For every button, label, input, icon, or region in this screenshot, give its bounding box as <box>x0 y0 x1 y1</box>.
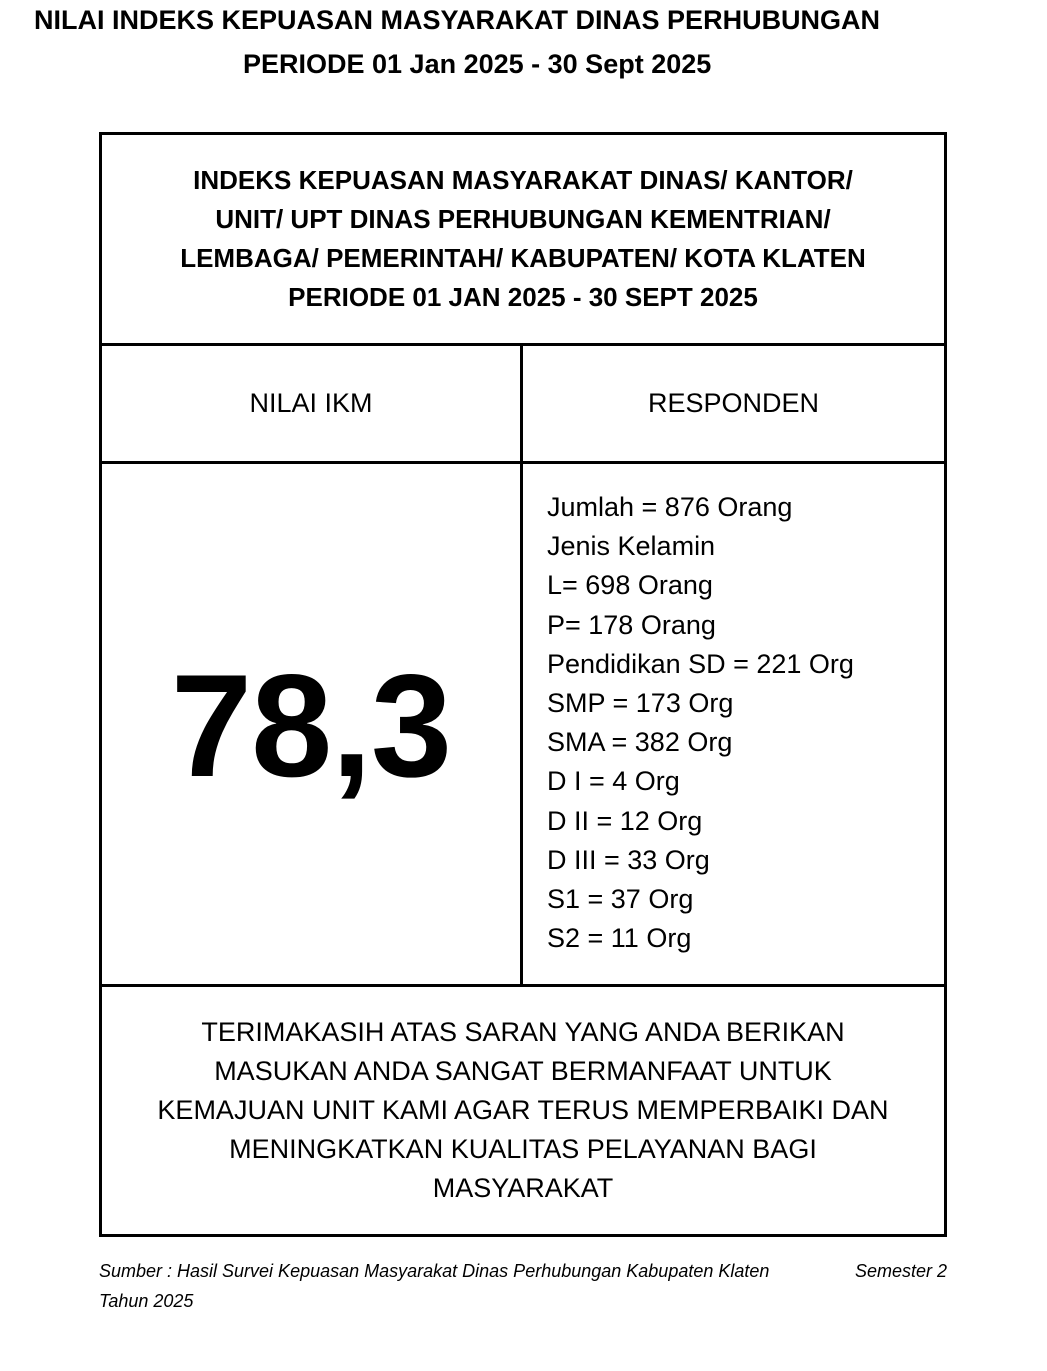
responden-item: D II = 12 Org <box>547 805 703 836</box>
source-note <box>99 1256 947 1316</box>
responden-cell <box>523 464 944 987</box>
responden-item: SMP = 173 Org <box>547 688 734 719</box>
thank-you-line: TERIMAKASIH ATAS SARAN YANG ANDA BERIKAN <box>201 1017 845 1047</box>
table-header <box>102 135 944 346</box>
column-header-nilai-ikm: NILAI IKM <box>102 346 523 464</box>
table-header-line: PERIODE 01 JAN 2025 - 30 SEPT 2025 <box>288 282 758 312</box>
page-title: NILAI INDEKS KEPUASAN MASYARAKAT DINAS PERHUBUNGAN <box>34 5 881 35</box>
responden-item: SMA = 382 Org <box>547 727 733 758</box>
responden-item: D I = 4 Org <box>547 766 680 797</box>
responden-item: S2 = 11 Org <box>547 923 692 954</box>
source-text: Sumber : Hasil Survei Kepuasan Masyarakat Dinas Perhubungan Kabupaten Klaten <box>99 1261 770 1281</box>
ikm-value-cell <box>102 464 523 987</box>
table-header-line: LEMBAGA/ PEMERINTAH/ KABUPATEN/ KOTA KLATEN <box>180 243 866 273</box>
responden-item: Jenis Kelamin <box>547 531 716 562</box>
responden-item: Pendidikan SD = 221 Org <box>547 648 854 679</box>
table-header-line: UNIT/ UPT DINAS PERHUBUNGAN KEMENTRIAN/ <box>215 204 831 234</box>
responden-item: L= 698 Orang <box>547 570 713 601</box>
thank-you-line: MASUKAN ANDA SANGAT BERMANFAAT UNTUK <box>214 1056 832 1086</box>
responden-item: D III = 33 Org <box>547 844 710 875</box>
responden-item: S1 = 37 Org <box>547 884 694 915</box>
thank-you-line: KEMAJUAN UNIT KAMI AGAR TERUS MEMPERBAIKI DAN <box>157 1095 889 1125</box>
responden-item: Jumlah = 876 Orang <box>547 492 793 522</box>
table-header-line: INDEKS KEPUASAN MASYARAKAT DINAS/ KANTOR/ <box>193 165 853 195</box>
thank-you-message <box>102 987 944 1234</box>
source-year: Tahun 2025 <box>99 1291 194 1311</box>
page-subtitle-period: PERIODE 01 Jan 2025 - 30 Sept 2025 <box>243 49 712 79</box>
responden-item: P= 178 Orang <box>547 609 716 640</box>
source-semester: Semester 2 <box>854 1261 947 1281</box>
thank-you-line: MASYARAKAT <box>432 1173 614 1203</box>
ikm-score: 78,3 <box>170 644 452 807</box>
column-header-responden: RESPONDEN <box>523 346 944 464</box>
thank-you-line: MENINGKATKAN KUALITAS PELAYANAN BAGI <box>229 1134 817 1164</box>
ikm-table <box>99 132 947 1237</box>
